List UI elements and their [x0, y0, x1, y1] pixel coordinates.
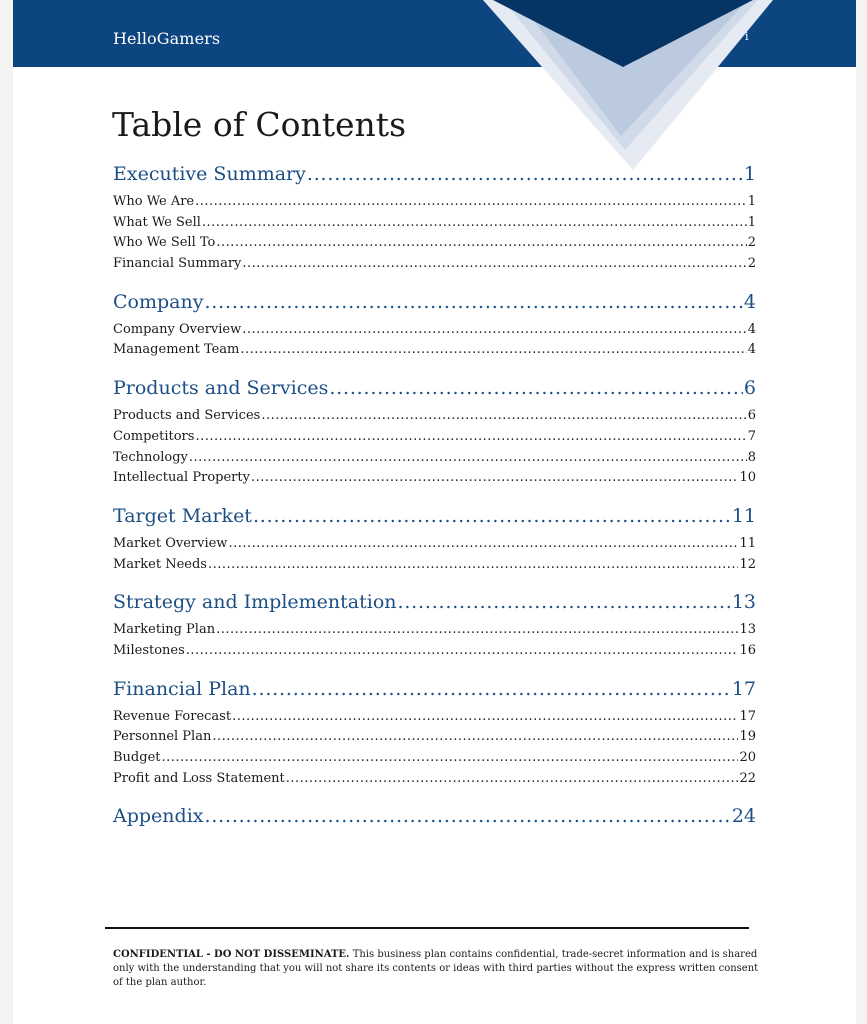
toc-section — [113, 591, 756, 663]
entry-page-number: 1 — [747, 194, 756, 209]
section-page-number: 6 — [743, 377, 756, 400]
dot-leader — [212, 729, 738, 744]
dot-leader — [186, 643, 739, 658]
toc-section — [113, 163, 756, 277]
toc-entry[interactable] — [113, 256, 756, 277]
toc-section-heading[interactable] — [113, 505, 756, 536]
page-number: i — [745, 30, 749, 43]
brand-name: HelloGamers — [113, 29, 221, 48]
entry-page-number: 4 — [747, 342, 756, 358]
document-page — [13, 0, 856, 1024]
entry-title: Who We Are — [113, 194, 195, 209]
page-header — [13, 0, 856, 67]
entry-title: Management Team — [113, 342, 240, 358]
entry-title: Financial Summary — [113, 256, 242, 272]
section-title: Products and Services — [113, 377, 329, 400]
dot-leader — [204, 291, 742, 313]
dot-leader — [204, 805, 730, 827]
section-page-number: 24 — [731, 805, 756, 828]
toc-entry[interactable] — [113, 622, 756, 643]
entry-title: Who We Sell To — [113, 235, 216, 251]
section-page-number: 4 — [743, 290, 756, 313]
entry-page-number: 17 — [739, 708, 756, 724]
entry-page-number: 2 — [747, 235, 756, 251]
toc-entry[interactable] — [113, 215, 756, 236]
toc-section-heading[interactable] — [113, 291, 756, 322]
toc-entry[interactable] — [113, 342, 756, 363]
toc-entry[interactable] — [113, 322, 756, 343]
entry-title: Technology — [113, 449, 188, 465]
dot-leader — [202, 215, 747, 230]
entry-page-number: 11 — [739, 535, 756, 551]
dot-leader — [228, 536, 738, 551]
toc-entry[interactable] — [113, 235, 756, 256]
page-title: Table of Contents — [112, 105, 407, 144]
table-of-contents — [113, 163, 756, 850]
dot-leader — [242, 256, 746, 271]
entry-title: Competitors — [113, 428, 195, 444]
entry-title: Revenue Forecast — [113, 708, 232, 724]
dot-leader — [251, 470, 739, 485]
dot-leader — [208, 557, 738, 572]
toc-section-heading[interactable] — [113, 591, 756, 622]
entry-page-number: 12 — [739, 556, 756, 572]
toc-section-heading[interactable] — [113, 805, 756, 836]
entry-title: Personnel Plan — [113, 729, 212, 745]
toc-section — [113, 377, 756, 491]
dot-leader — [329, 377, 743, 399]
dot-leader — [261, 408, 746, 423]
dot-leader — [195, 429, 746, 444]
toc-entry[interactable] — [113, 429, 756, 450]
dot-leader — [162, 750, 739, 765]
toc-entry[interactable] — [113, 750, 756, 771]
entry-page-number: 7 — [747, 428, 756, 444]
dot-leader — [398, 591, 731, 613]
entry-page-number: 2 — [747, 256, 756, 272]
entry-title: Milestones — [113, 642, 185, 658]
section-title: Executive Summary — [113, 163, 306, 185]
entry-title: Market Needs — [113, 556, 207, 572]
section-page-number: 1 — [743, 163, 756, 185]
section-page-number: 11 — [731, 504, 756, 527]
entry-title: Products and Services — [113, 408, 261, 424]
toc-entry[interactable] — [113, 408, 756, 429]
toc-entry[interactable] — [113, 729, 756, 750]
dot-leader — [307, 163, 743, 185]
footer-divider — [105, 927, 749, 929]
section-title: Appendix — [113, 805, 204, 828]
toc-section — [113, 291, 756, 363]
entry-title: Company Overview — [113, 321, 242, 337]
toc-section — [113, 505, 756, 577]
entry-title: Marketing Plan — [113, 622, 216, 638]
entry-page-number: 8 — [747, 449, 756, 465]
toc-entry[interactable] — [113, 557, 756, 578]
entry-page-number: 22 — [739, 770, 756, 786]
entry-page-number: 1 — [747, 214, 756, 230]
toc-section-heading[interactable] — [113, 163, 756, 194]
entry-title: Profit and Loss Statement — [113, 770, 285, 786]
toc-entry[interactable] — [113, 470, 756, 491]
entry-page-number: 10 — [739, 470, 756, 486]
entry-page-number: 6 — [747, 408, 756, 424]
section-page-number: 17 — [731, 677, 756, 700]
entry-page-number: 16 — [739, 642, 756, 658]
confidentiality-notice — [113, 948, 761, 990]
section-page-number: 13 — [731, 591, 756, 614]
confidential-text: This business plan contains confidential, trade-secret information and is shared only with the understanding that you will not share its contents or ideas with third parties without the express written consent of the plan author. — [113, 949, 759, 988]
dot-leader — [242, 322, 746, 337]
section-title: Financial Plan — [113, 677, 251, 700]
toc-section-heading[interactable] — [113, 377, 756, 408]
entry-page-number: 13 — [739, 622, 756, 638]
dot-leader — [216, 235, 746, 250]
header-triangle-decoration — [13, 0, 856, 170]
section-title: Strategy and Implementation — [113, 591, 397, 614]
dot-leader — [240, 342, 746, 357]
toc-entry[interactable] — [113, 194, 756, 215]
toc-section — [113, 805, 756, 836]
entry-page-number: 4 — [747, 321, 756, 337]
entry-page-number: 19 — [739, 729, 756, 745]
toc-entry[interactable] — [113, 709, 756, 730]
entry-title: What We Sell — [113, 214, 201, 230]
toc-entry[interactable] — [113, 536, 756, 557]
toc-entry[interactable] — [113, 771, 756, 792]
dot-leader — [189, 450, 747, 465]
dot-leader — [232, 709, 738, 724]
entry-title: Intellectual Property — [113, 470, 250, 486]
section-title: Target Market — [113, 504, 252, 527]
toc-section-heading[interactable] — [113, 678, 756, 709]
dot-leader — [286, 771, 739, 786]
entry-title: Budget — [113, 750, 161, 765]
toc-entry[interactable] — [113, 450, 756, 471]
dot-leader — [195, 194, 747, 209]
dot-leader — [252, 678, 731, 700]
confidential-label: CONFIDENTIAL - DO NOT DISSEMINATE. — [113, 949, 350, 960]
dot-leader — [216, 622, 738, 637]
entry-title: Market Overview — [113, 535, 228, 551]
toc-entry[interactable] — [113, 643, 756, 664]
entry-page-number: 20 — [739, 750, 756, 765]
toc-section — [113, 678, 756, 792]
section-title: Company — [113, 290, 204, 313]
dot-leader — [253, 505, 731, 527]
